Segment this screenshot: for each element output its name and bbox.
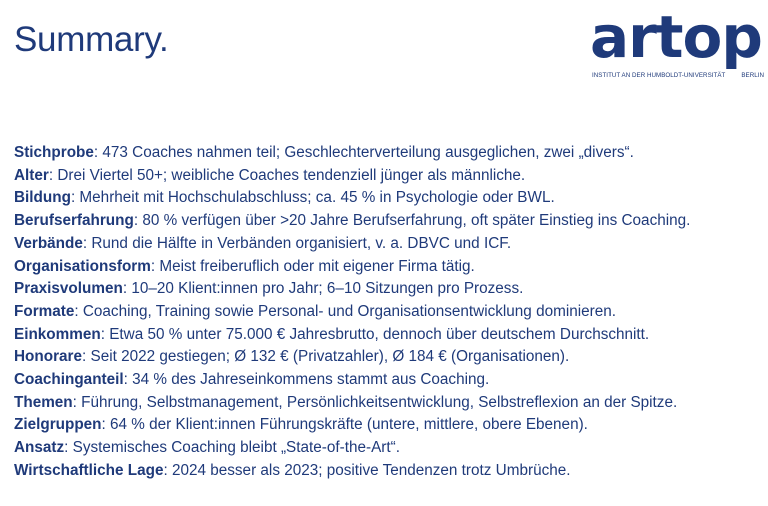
item-text: : 473 Coaches nahmen teil; Geschlechterverteilung ausgeglichen, zwei „divers“. <box>93 144 634 161</box>
summary-item-ansatz <box>14 437 690 460</box>
summary-item-einkommen <box>14 324 690 347</box>
item-label: Berufserfahrung <box>14 212 134 230</box>
summary-item-themen <box>14 392 690 415</box>
item-label: Bildung <box>14 189 71 207</box>
item-label: Honorare <box>14 348 82 366</box>
item-label: Ansatz <box>14 439 65 457</box>
summary-item-alter <box>14 165 690 188</box>
item-label: Wirtschaftliche Lage <box>14 461 164 479</box>
item-text: : 10–20 Klient:innen pro Jahr; 6–10 Sitzungen pro Prozess. <box>122 280 524 298</box>
summary-item-zielgruppen <box>14 414 690 437</box>
item-label: Zielgruppen <box>14 416 102 434</box>
item-label: Organisationsform <box>14 257 151 275</box>
item-label: Stichprobe <box>14 144 94 161</box>
item-text: : Rund die Hälfte in Verbänden organisiert, v. a. DBVC und ICF. <box>82 234 512 252</box>
summary-item-coachinganteil <box>14 369 690 392</box>
summary-item-berufserfahrung <box>14 210 690 233</box>
summary-item-organisationsform <box>14 256 690 279</box>
item-text: : Etwa 50 % unter 75.000 € Jahresbrutto, dennoch über deutschem Durchschnitt. <box>100 325 650 343</box>
summary-item-formate <box>14 301 690 324</box>
summary-item-verbaende <box>14 233 690 256</box>
item-text: : Seit 2022 gestiegen; Ø 132 € (Privatzahler), Ø 184 € (Organisationen). <box>82 348 570 366</box>
item-text: : Systemisches Coaching bleibt „State-of-the-Art“. <box>64 439 400 457</box>
item-text: : 2024 besser als 2023; positive Tendenzen trotz Umbrüche. <box>163 461 571 479</box>
item-text: : Mehrheit mit Hochschulabschluss; ca. 45 % in Psychologie oder BWL. <box>70 189 555 207</box>
logo-wordmark: artop <box>590 3 762 71</box>
summary-list <box>14 142 690 483</box>
item-label: Verbände <box>14 234 83 252</box>
summary-item-praxisvolumen <box>14 278 690 301</box>
summary-item-wirtschaftliche-lage <box>14 460 690 483</box>
logo-city: BERLIN <box>741 72 765 79</box>
item-text: : Meist freiberuflich oder mit eigener Firma tätig. <box>150 257 475 275</box>
summary-item-stichprobe <box>14 142 690 165</box>
item-label: Praxisvolumen <box>14 280 123 298</box>
logo-institute: INSTITUT AN DER HUMBOLDT-UNIVERSITÄT <box>592 72 726 79</box>
item-label: Alter <box>14 166 49 184</box>
item-text: : Drei Viertel 50+; weibliche Coaches tendenziell jünger als männliche. <box>48 166 526 184</box>
item-text: : Führung, Selbstmanagement, Persönlichkeitsentwicklung, Selbstreflexion an der Spitze. <box>72 393 678 411</box>
item-text: : Coaching, Training sowie Personal- und Organisationsentwicklung dominieren. <box>74 302 616 320</box>
item-text: : 64 % der Klient:innen Führungskräfte (untere, mittlere, obere Ebenen). <box>101 416 588 434</box>
page-title: Summary. <box>14 20 169 59</box>
summary-item-honorare <box>14 346 690 369</box>
item-label: Themen <box>14 393 73 411</box>
item-label: Einkommen <box>14 325 101 343</box>
logo-subtitle <box>592 72 764 79</box>
item-text: : 34 % des Jahreseinkommens stammt aus Coaching. <box>123 371 490 389</box>
item-label: Coachinganteil <box>14 371 124 389</box>
artop-logo <box>590 3 765 82</box>
item-label: Formate <box>14 302 75 320</box>
summary-item-bildung <box>14 187 690 210</box>
item-text: : 80 % verfügen über >20 Jahre Berufserfahrung, oft später Einstieg ins Coaching. <box>133 212 691 230</box>
